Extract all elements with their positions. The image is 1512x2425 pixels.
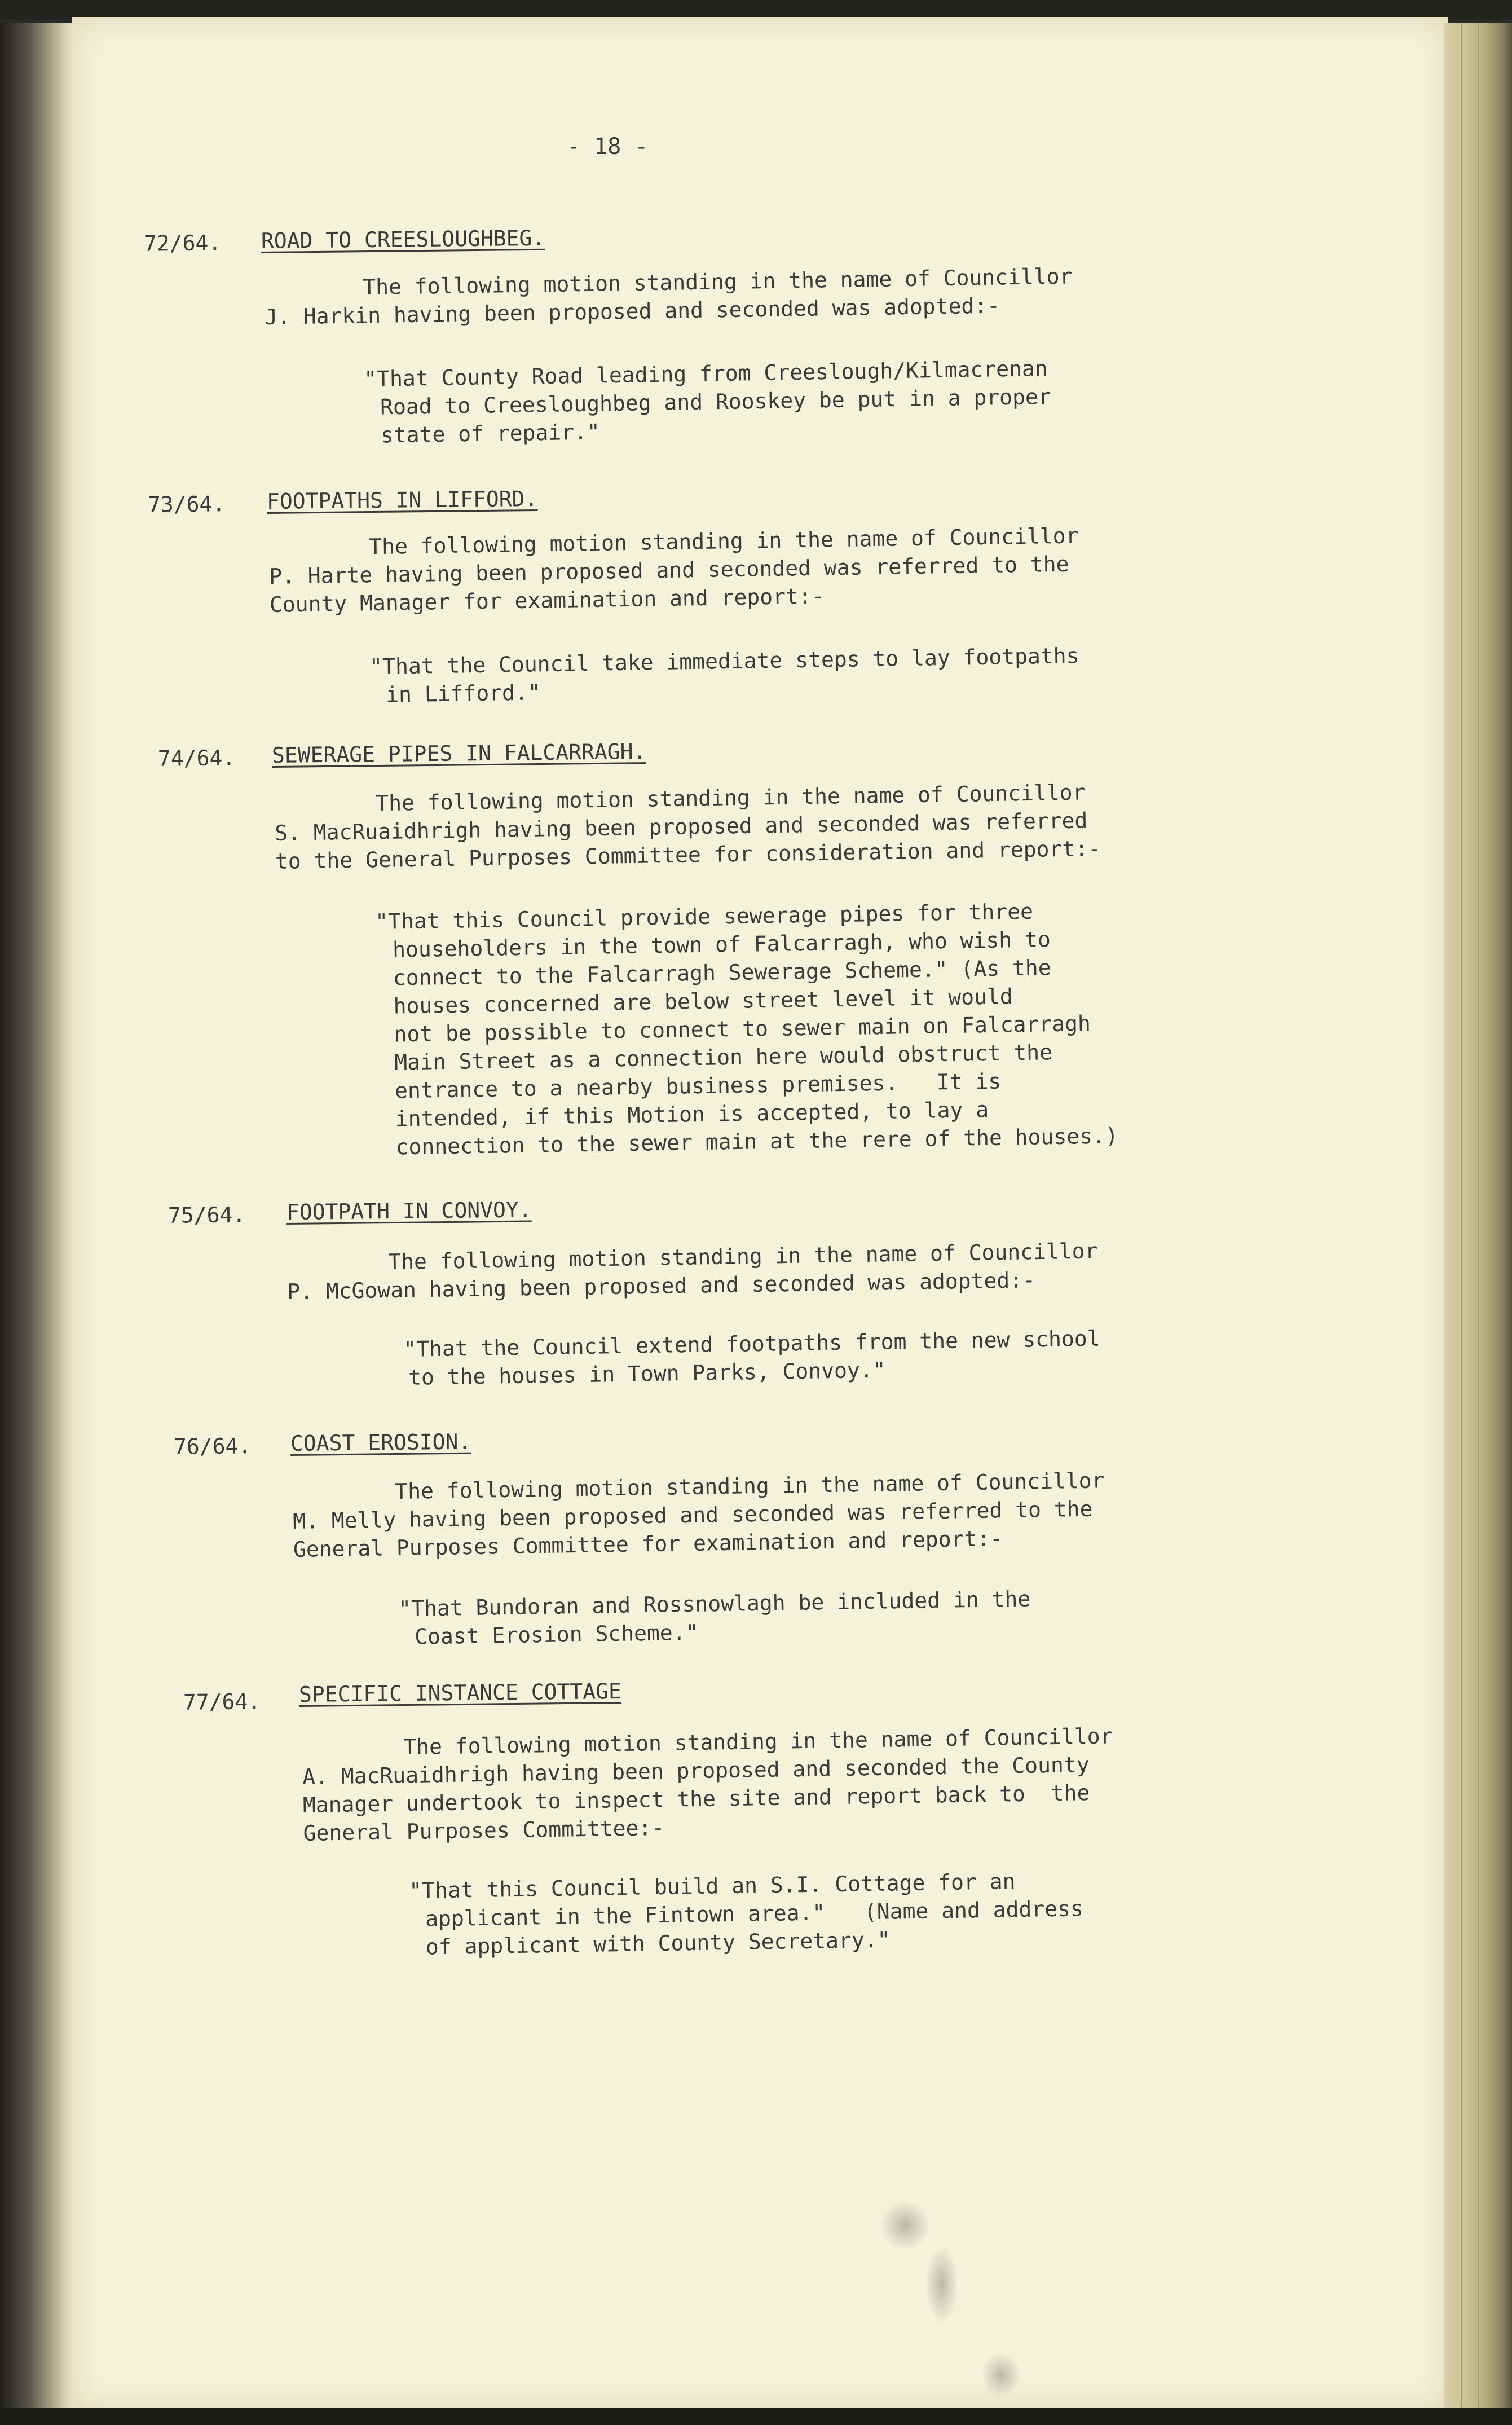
item-motion (364, 356, 1052, 451)
item-motion (403, 1326, 1101, 1393)
text-line: The following motion standing in the name of Councillor (387, 1238, 1098, 1275)
text-line: intended, if this Motion is accepted, to lay a (395, 1097, 989, 1132)
item-heading: SEWERAGE PIPES IN FALCARRAGH. (271, 739, 646, 768)
text-line: General Purposes Committee for examination and report:- (293, 1526, 1003, 1562)
text-line: The following motion standing in the name of Councillor (375, 780, 1086, 816)
text-line: state of repair." (380, 419, 601, 448)
text-line: Road to Creesloughbeg and Rooskey be put in a proper (380, 384, 1051, 420)
text-line: of applicant with County Secretary." (425, 1927, 891, 1960)
item-intro (302, 1723, 1114, 1849)
book-binding (0, 23, 73, 2409)
text-line: to the houses in Town Parks, Convoy." (408, 1357, 886, 1390)
text-line: houses concerned are below street level it would (393, 984, 1013, 1019)
item-number: 73/64. (147, 491, 226, 517)
text-line: P. McGowan having been proposed and seconded was adopted:- (286, 1267, 1036, 1304)
item-number: 74/64. (157, 745, 236, 771)
page-number: - 18 - (567, 134, 649, 160)
text-line: S. MacRuaidhrigh having been proposed and seconded was referred (274, 808, 1088, 846)
item-number: 75/64. (167, 1202, 246, 1228)
text-line: "That Bundoran and Rossnowlagh be included in the (398, 1586, 1031, 1621)
item-intro (268, 523, 1079, 620)
item-heading: ROAD TO CREESLOUGHBEG. (261, 225, 545, 253)
item-number: 77/64. (183, 1689, 261, 1715)
text-line: The following motion standing in the name of Councillor (394, 1468, 1105, 1504)
item-intro (292, 1468, 1105, 1565)
item-motion (375, 897, 1118, 1163)
pencil-smudge (925, 2245, 959, 2324)
pencil-smudge (981, 2352, 1021, 2397)
item-number: 76/64. (173, 1433, 252, 1459)
item-motion (409, 1868, 1084, 1963)
item-intro (274, 780, 1101, 877)
text-line: not be possible to connect to sewer main on Falcarragh (394, 1011, 1091, 1047)
text-line: General Purposes Committee:- (303, 1815, 665, 1846)
text-line: "That the Council take immediate steps to lay footpaths (369, 643, 1079, 679)
text-line: A. MacRuaidhrigh having been proposed and seconded the County (302, 1752, 1090, 1789)
page-edge-line (1492, 23, 1493, 2409)
text-line: "That County Road leading from Creeslough/Kilmacrenan (364, 355, 1048, 391)
text-line: The following motion standing in the name of Councillor (403, 1723, 1113, 1760)
text-line: Coast Erosion Scheme." (414, 1619, 699, 1649)
text-line: "That this Council build an S.I. Cottage for an (409, 1869, 1016, 1903)
text-line: connect to the Falcarragh Sewerage Scheme." (As the (393, 955, 1051, 991)
text-line: applicant in the Fintown area." (Name and address (425, 1896, 1084, 1931)
item-motion (369, 643, 1080, 711)
text-line: The following motion standing in the name of Councillor (368, 523, 1079, 560)
scan-bottom-border (0, 2408, 1512, 2425)
item-heading: FOOTPATH IN CONVOY. (286, 1197, 532, 1225)
text-line: householders in the town of Falcarragh, who wish to (392, 927, 1051, 962)
text-line: Main Street as a connection here would obstruct the (394, 1040, 1053, 1075)
pencil-smudge (880, 2200, 931, 2251)
text-line: Manager undertook to inspect the site and report back to the (302, 1780, 1090, 1817)
item-heading: SPECIFIC INSTANCE COTTAGE (298, 1679, 622, 1707)
text-line: County Manager for examination and report:- (269, 583, 825, 617)
item-motion (398, 1586, 1031, 1653)
scan-top-border (0, 0, 1512, 19)
text-line: to the General Purposes Committee for consideration and report:- (275, 835, 1101, 874)
text-line: connection to the sewer main at the rere of the houses.) (395, 1123, 1118, 1160)
item-heading: COAST EROSION. (290, 1429, 471, 1456)
text-line: P. Harte having been proposed and seconded was referred to the (268, 551, 1069, 589)
item-number: 72/64. (143, 230, 222, 256)
text-line: in Lifford." (385, 680, 541, 707)
text-line: J. Harkin having been proposed and seconded was adopted:- (264, 293, 1000, 329)
text-line: M. Melly having been proposed and seconded was referred to the (292, 1496, 1093, 1534)
text-line: The following motion standing in the name of Councillor (362, 263, 1073, 300)
text-line: entrance to a nearby business premises. It is (394, 1068, 1002, 1103)
item-heading: FOOTPATHS IN LIFFORD. (266, 486, 538, 514)
text-line: "That the Council extend footpaths from the new school (403, 1326, 1100, 1362)
page-edge-line (1461, 23, 1462, 2409)
page-edge-line (1478, 23, 1479, 2409)
text-line: "That this Council provide sewerage pipes for three (375, 899, 1034, 934)
